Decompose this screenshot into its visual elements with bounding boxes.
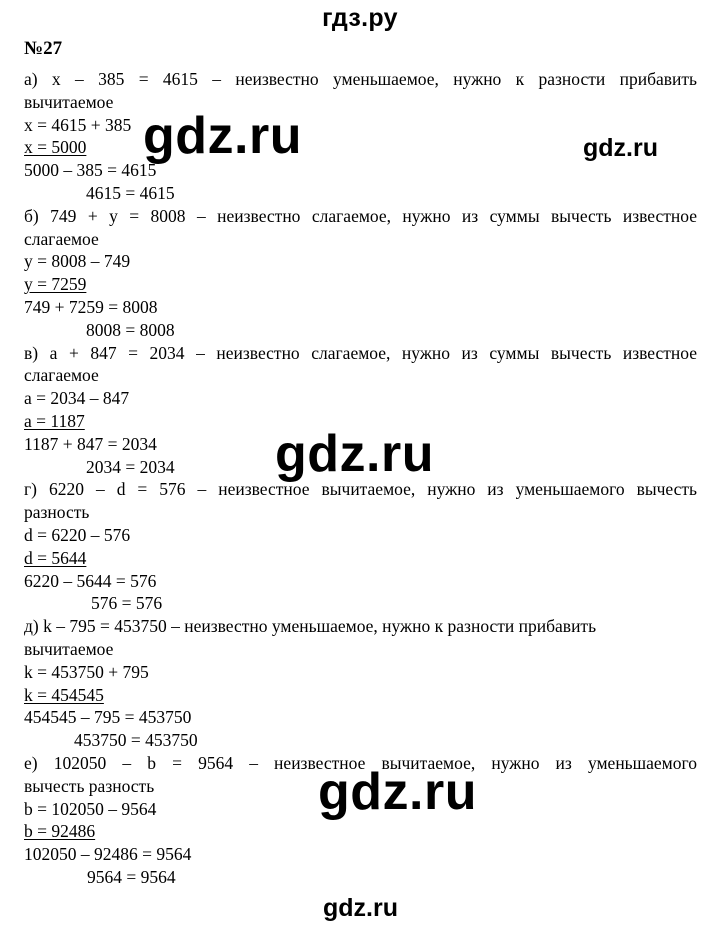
text-line: k = 453750 + 795 (24, 661, 149, 682)
check-line: 6220 – 5644 = 576 (24, 570, 157, 591)
text-line: слагаемое (24, 228, 99, 249)
text-line: вычесть разность (24, 775, 155, 796)
watermark-logo: gdz.ru (275, 425, 434, 483)
check-line: 1187 + 847 = 2034 (24, 433, 157, 454)
check-result-line: 4615 = 4615 (86, 182, 175, 203)
check-result-line: 2034 = 2034 (86, 456, 175, 477)
text-line: а) x – 385 = 4615 – неизвестно уменьшаемое, нужно к разности прибавить (24, 69, 697, 89)
watermark-logo: gdz.ru (318, 763, 477, 821)
check-result-line: 576 = 576 (91, 593, 163, 614)
check-line: 102050 – 92486 = 9564 (24, 844, 192, 865)
answer-text: d = 5644 (24, 547, 87, 568)
check-result-line: 9564 = 9564 (87, 866, 176, 887)
watermark-logo: gdz.ru (323, 894, 398, 922)
answer-line (24, 547, 697, 570)
text-line: слагаемое (24, 365, 99, 386)
check-line: 749 + 7259 = 8008 (24, 296, 158, 317)
check-line: 454545 – 795 = 453750 (24, 707, 192, 728)
watermark-logo: gdz.ru (143, 107, 302, 165)
task-number: №27 (24, 38, 63, 59)
answer-text: y = 7259 (24, 274, 87, 295)
check-result-line: 453750 = 453750 (74, 730, 198, 751)
check-result-line: 8008 = 8008 (86, 319, 175, 340)
answer-text: x = 5000 (24, 137, 87, 158)
answer-text: b = 92486 (24, 821, 96, 842)
watermark-logo: gdz.ru (583, 134, 658, 162)
answer-text: k = 454545 (24, 684, 104, 705)
answer-line (24, 820, 697, 843)
text-line: a = 2034 – 847 (24, 388, 130, 409)
check-line: 5000 – 385 = 4615 (24, 160, 157, 181)
text-line: е) 102050 – b = 9564 – неизвестное вычитаемое, нужно из уменьшаемого (24, 752, 697, 773)
text-line: г) 6220 – d = 576 – неизвестное вычитаемое, нужно из уменьшаемого вычесть (24, 479, 697, 500)
text-line: в) a + 847 = 2034 – неизвестно слагаемое, нужно из суммы вычесть известное (24, 342, 697, 363)
text-line: x = 4615 + 385 (24, 114, 132, 135)
text-line: d = 6220 – 576 (24, 524, 131, 545)
answer-text: a = 1187 (24, 410, 85, 431)
text-line: б) 749 + y = 8008 – неизвестно слагаемое, нужно из суммы вычесть известное (24, 205, 697, 226)
text-line: вычитаемое (24, 91, 114, 112)
answer-line (24, 273, 697, 296)
text-line: д) k – 795 = 453750 – неизвестно уменьшаемое, нужно к разности прибавить (24, 616, 597, 637)
answer-line (24, 684, 697, 707)
text-line: y = 8008 – 749 (24, 251, 131, 272)
text-line: b = 102050 – 9564 (24, 798, 157, 819)
text-line: разность (24, 502, 90, 523)
text-line: вычитаемое (24, 638, 114, 659)
site-header: гдз.ру (322, 4, 398, 32)
